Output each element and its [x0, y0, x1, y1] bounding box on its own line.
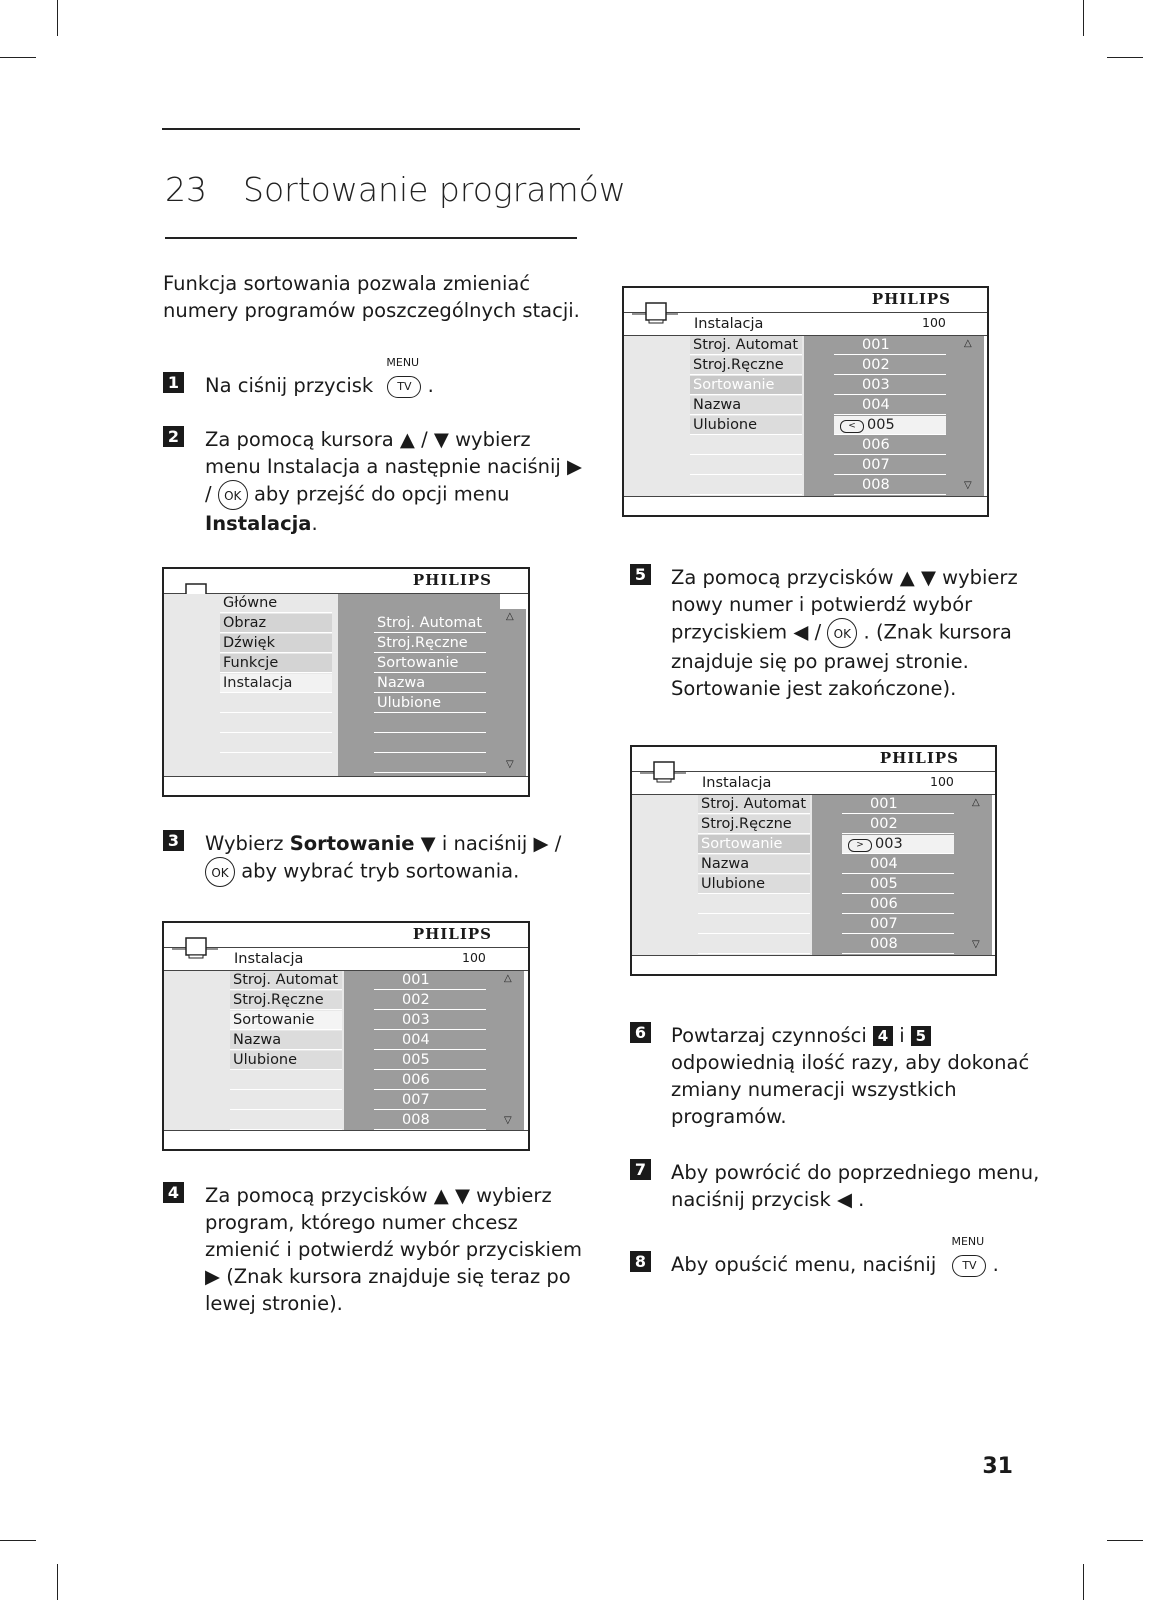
step-ref-4: 4 — [873, 1026, 893, 1046]
brand-logo: PHILIPS — [871, 290, 951, 308]
menu-item: Stroj.Ręczne — [698, 815, 810, 834]
section-number: 23 — [165, 170, 207, 209]
tv-icon — [640, 759, 686, 787]
menu-label: MENU — [386, 355, 420, 369]
screen-header — [624, 288, 987, 313]
program-number-label: 001 — [402, 972, 430, 988]
menu-item: Nazwa — [230, 1031, 342, 1050]
program-number-label: 004 — [870, 856, 898, 872]
menu-item: Obraz — [220, 614, 332, 633]
install-value: 100 — [462, 950, 486, 965]
tv-icon — [172, 935, 218, 963]
menu-tv-button-icon — [386, 355, 421, 398]
ok-button-icon: OK — [205, 857, 235, 887]
brand-logo: PHILIPS — [879, 749, 959, 767]
screen-header — [164, 569, 528, 594]
submenu-item: Nazwa — [374, 674, 486, 693]
step-number: 4 — [163, 1182, 184, 1203]
install-title: Instalacja — [234, 951, 304, 967]
program-number — [834, 396, 946, 415]
step-3-text-c: ▼ i naciśnij ▶ / — [414, 832, 562, 855]
step-number: 8 — [630, 1251, 651, 1272]
program-number — [842, 795, 954, 814]
program-number-label: 007 — [402, 1092, 430, 1108]
program-number-label: 008 — [870, 936, 898, 952]
program-number — [834, 416, 946, 435]
tv-icon — [632, 300, 678, 328]
submenu-item-empty — [374, 754, 486, 773]
brand-logo: PHILIPS — [412, 925, 492, 943]
scroll-up-icon: △ — [972, 797, 980, 808]
tv-screen-install-2 — [622, 286, 989, 517]
program-number-label: 007 — [870, 916, 898, 932]
step-1-text: Na ciśnij przycisk — [205, 374, 374, 397]
scroll-column — [500, 609, 526, 776]
page-title — [165, 170, 626, 209]
program-number — [374, 971, 486, 990]
program-number — [842, 915, 954, 934]
menu-item-empty — [698, 895, 810, 914]
scroll-up-icon: △ — [964, 338, 972, 349]
menu-item-empty — [698, 935, 810, 954]
page-number: 31 — [982, 1454, 1013, 1479]
brand-logo: PHILIPS — [412, 571, 492, 589]
menu-label: MENU — [951, 1234, 985, 1248]
step-2-text-a: Za pomocą kursora ▲ / ▼ wybierz menu Instalacja a następnie naciśnij ▶ / — [205, 428, 583, 506]
screen-footer — [632, 955, 995, 974]
step-5-text-a: Za pomocą przycisków ▲ ▼ wybierz nowy numer i potwierdź wybór przyciskiem ◀ / — [671, 566, 1018, 644]
menu-tv-button-icon — [951, 1234, 986, 1277]
install-title: Instalacja — [702, 775, 772, 791]
heading-rule-bottom — [165, 237, 577, 239]
scroll-up-icon: △ — [504, 973, 512, 984]
crop-mark — [0, 57, 36, 58]
menu-item-empty — [690, 476, 802, 495]
menu-item: Ulubione — [690, 416, 802, 435]
program-number — [374, 1051, 486, 1070]
submenu-item-empty — [374, 734, 486, 753]
install-title: Instalacja — [694, 316, 764, 332]
crop-mark — [1083, 1564, 1084, 1600]
tv-screen-main-menu — [162, 567, 530, 797]
menu-item: Sortowanie — [698, 835, 810, 854]
install-value: 100 — [922, 315, 946, 330]
scroll-down-icon: ▽ — [964, 480, 972, 491]
screen-footer — [164, 776, 528, 795]
menu-item: Sortowanie — [690, 376, 802, 395]
menu-item-empty — [698, 915, 810, 934]
menu-item: Stroj. Automat — [690, 336, 802, 355]
crop-mark — [57, 0, 58, 36]
program-number — [374, 1111, 486, 1130]
install-value: 100 — [930, 774, 954, 789]
step-3-text-d: aby wybrać tryb sortowania. — [241, 859, 520, 883]
step-8-text: Aby opuścić menu, naciśnij — [671, 1253, 937, 1276]
menu-item-empty — [230, 1071, 342, 1090]
program-number-label: 001 — [870, 796, 898, 812]
menu-item: Ulubione — [698, 875, 810, 894]
program-number — [842, 895, 954, 914]
program-number — [834, 356, 946, 375]
program-number-label: 004 — [402, 1032, 430, 1048]
menu-item: Nazwa — [698, 855, 810, 874]
step-1: Na ciśnij przycisk MENU TV . — [205, 355, 434, 397]
step-3-text-bold: Sortowanie — [289, 832, 415, 855]
crop-mark — [1083, 0, 1084, 36]
step-number: 3 — [163, 830, 184, 851]
program-number-label: 008 — [402, 1112, 430, 1128]
menu-item: Dźwięk — [220, 634, 332, 653]
tv-label: TV — [397, 379, 412, 393]
ok-button-icon: OK — [827, 618, 857, 648]
step-number: 2 — [163, 426, 184, 447]
step-2-period: . — [311, 512, 318, 535]
program-number-label: 007 — [862, 457, 890, 473]
step-6-text-c: odpowiednią ilość razy, aby dokonać zmiany numeracji wszystkich programów. — [671, 1051, 1030, 1128]
program-number — [374, 1031, 486, 1050]
step-number: 6 — [630, 1022, 651, 1043]
step-6-text-a: Powtarzaj czynności — [671, 1024, 867, 1047]
step-ref-5: 5 — [911, 1026, 931, 1046]
tv-screen-install-3 — [630, 745, 997, 976]
step-8: Aby opuścić menu, naciśnij MENU TV . — [671, 1234, 999, 1276]
program-number-label: 005 — [870, 876, 898, 892]
submenu-item: Stroj. Automat — [374, 614, 486, 633]
program-number-label: 005 — [402, 1052, 430, 1068]
program-number — [834, 456, 946, 475]
menu-item-empty — [230, 1111, 342, 1130]
crop-mark — [57, 1564, 58, 1600]
scroll-down-icon: ▽ — [506, 759, 514, 770]
cursor-icon: < — [840, 420, 864, 433]
section-title: Sortowanie programów — [243, 170, 626, 209]
intro-text: Funkcja sortowania pozwala zmieniać numery programów poszczególnych stacji. — [163, 272, 580, 322]
program-number-label: 003 — [875, 836, 903, 852]
step-5-text-b: . (Znak kursora znajduje się po prawej stronie. Sortowanie jest zakończone). — [671, 620, 1012, 700]
scroll-column — [962, 795, 992, 955]
program-number-label: 006 — [862, 437, 890, 453]
submenu-item: Sortowanie — [374, 654, 486, 673]
menu-item: Nazwa — [690, 396, 802, 415]
step-5 — [671, 564, 1051, 702]
program-number — [842, 875, 954, 894]
step-6-text-b: i — [899, 1024, 905, 1047]
program-number — [834, 476, 946, 495]
menu-item: Stroj. Automat — [230, 971, 342, 990]
menu-item-empty — [690, 456, 802, 475]
program-number — [374, 1071, 486, 1090]
menu-item: Główne — [220, 594, 332, 613]
program-number — [374, 1011, 486, 1030]
crop-mark — [1107, 1540, 1143, 1541]
step-2-text-bold: Instalacja — [205, 512, 312, 535]
menu-item: Funkcje — [220, 654, 332, 673]
step-4-text: Za pomocą przycisków ▲ ▼ wybierz program, którego numer chcesz zmienić i potwierdź wybór przyciskiem ▶ (Znak kursora znajduje się teraz po lewej stronie). — [205, 1184, 582, 1315]
crop-mark — [0, 1540, 36, 1541]
program-number — [834, 336, 946, 355]
menu-item-empty — [220, 714, 332, 733]
scroll-column — [954, 336, 984, 496]
program-number — [842, 815, 954, 834]
step-3 — [205, 830, 585, 887]
scroll-down-icon: ▽ — [972, 939, 980, 950]
program-number-label: 002 — [862, 357, 890, 373]
tv-label: TV — [962, 1258, 977, 1272]
program-number-label: 005 — [867, 417, 895, 433]
step-2 — [205, 426, 585, 537]
scroll-column — [494, 971, 524, 1130]
screen-footer — [164, 1130, 528, 1149]
menu-item: Instalacja — [220, 674, 332, 693]
program-number — [842, 935, 954, 954]
step-6 — [671, 1022, 1051, 1130]
screen-header — [632, 747, 995, 772]
screen-header — [164, 923, 528, 948]
menu-item-empty — [220, 694, 332, 713]
menu-item: Stroj.Ręczne — [230, 991, 342, 1010]
menu-item-empty — [690, 436, 802, 455]
scroll-up-icon: △ — [506, 611, 514, 622]
program-number-label: 006 — [402, 1072, 430, 1088]
program-number-label: 006 — [870, 896, 898, 912]
program-number — [834, 436, 946, 455]
program-number-label: 003 — [862, 377, 890, 393]
crop-mark — [1107, 57, 1143, 58]
program-number-label: 003 — [402, 1012, 430, 1028]
cursor-icon: > — [848, 839, 872, 852]
program-number-label: 008 — [862, 477, 890, 493]
menu-item: Sortowanie — [230, 1011, 342, 1030]
program-number — [842, 855, 954, 874]
program-number-label: 002 — [870, 816, 898, 832]
submenu-item: Stroj.Ręczne — [374, 634, 486, 653]
scroll-down-icon: ▽ — [504, 1115, 512, 1126]
submenu-item-empty — [374, 714, 486, 733]
step-7-text: Aby powrócić do poprzedniego menu, naciśnij przycisk ◀ . — [671, 1161, 1040, 1211]
program-number — [374, 1091, 486, 1110]
program-number-label: 004 — [862, 397, 890, 413]
menu-item-empty — [230, 1091, 342, 1110]
step-number: 1 — [163, 372, 184, 393]
menu-item: Stroj.Ręczne — [690, 356, 802, 375]
program-number — [834, 376, 946, 395]
program-number — [842, 835, 954, 854]
menu-item-empty — [220, 734, 332, 753]
step-number: 5 — [630, 564, 651, 585]
menu-item: Ulubione — [230, 1051, 342, 1070]
screen-footer — [624, 496, 987, 515]
submenu-item: Ulubione — [374, 694, 486, 713]
program-number-label: 002 — [402, 992, 430, 1008]
heading-rule-top — [162, 128, 580, 130]
ok-button-icon: OK — [218, 480, 248, 510]
tv-screen-install-1 — [162, 921, 530, 1151]
program-number — [374, 991, 486, 1010]
program-number-label: 001 — [862, 337, 890, 353]
step-3-text-a: Wybierz — [205, 832, 290, 855]
menu-item: Stroj. Automat — [698, 795, 810, 814]
step-number: 7 — [630, 1159, 651, 1180]
step-2-text-b: aby przejść do opcji menu — [253, 482, 510, 506]
